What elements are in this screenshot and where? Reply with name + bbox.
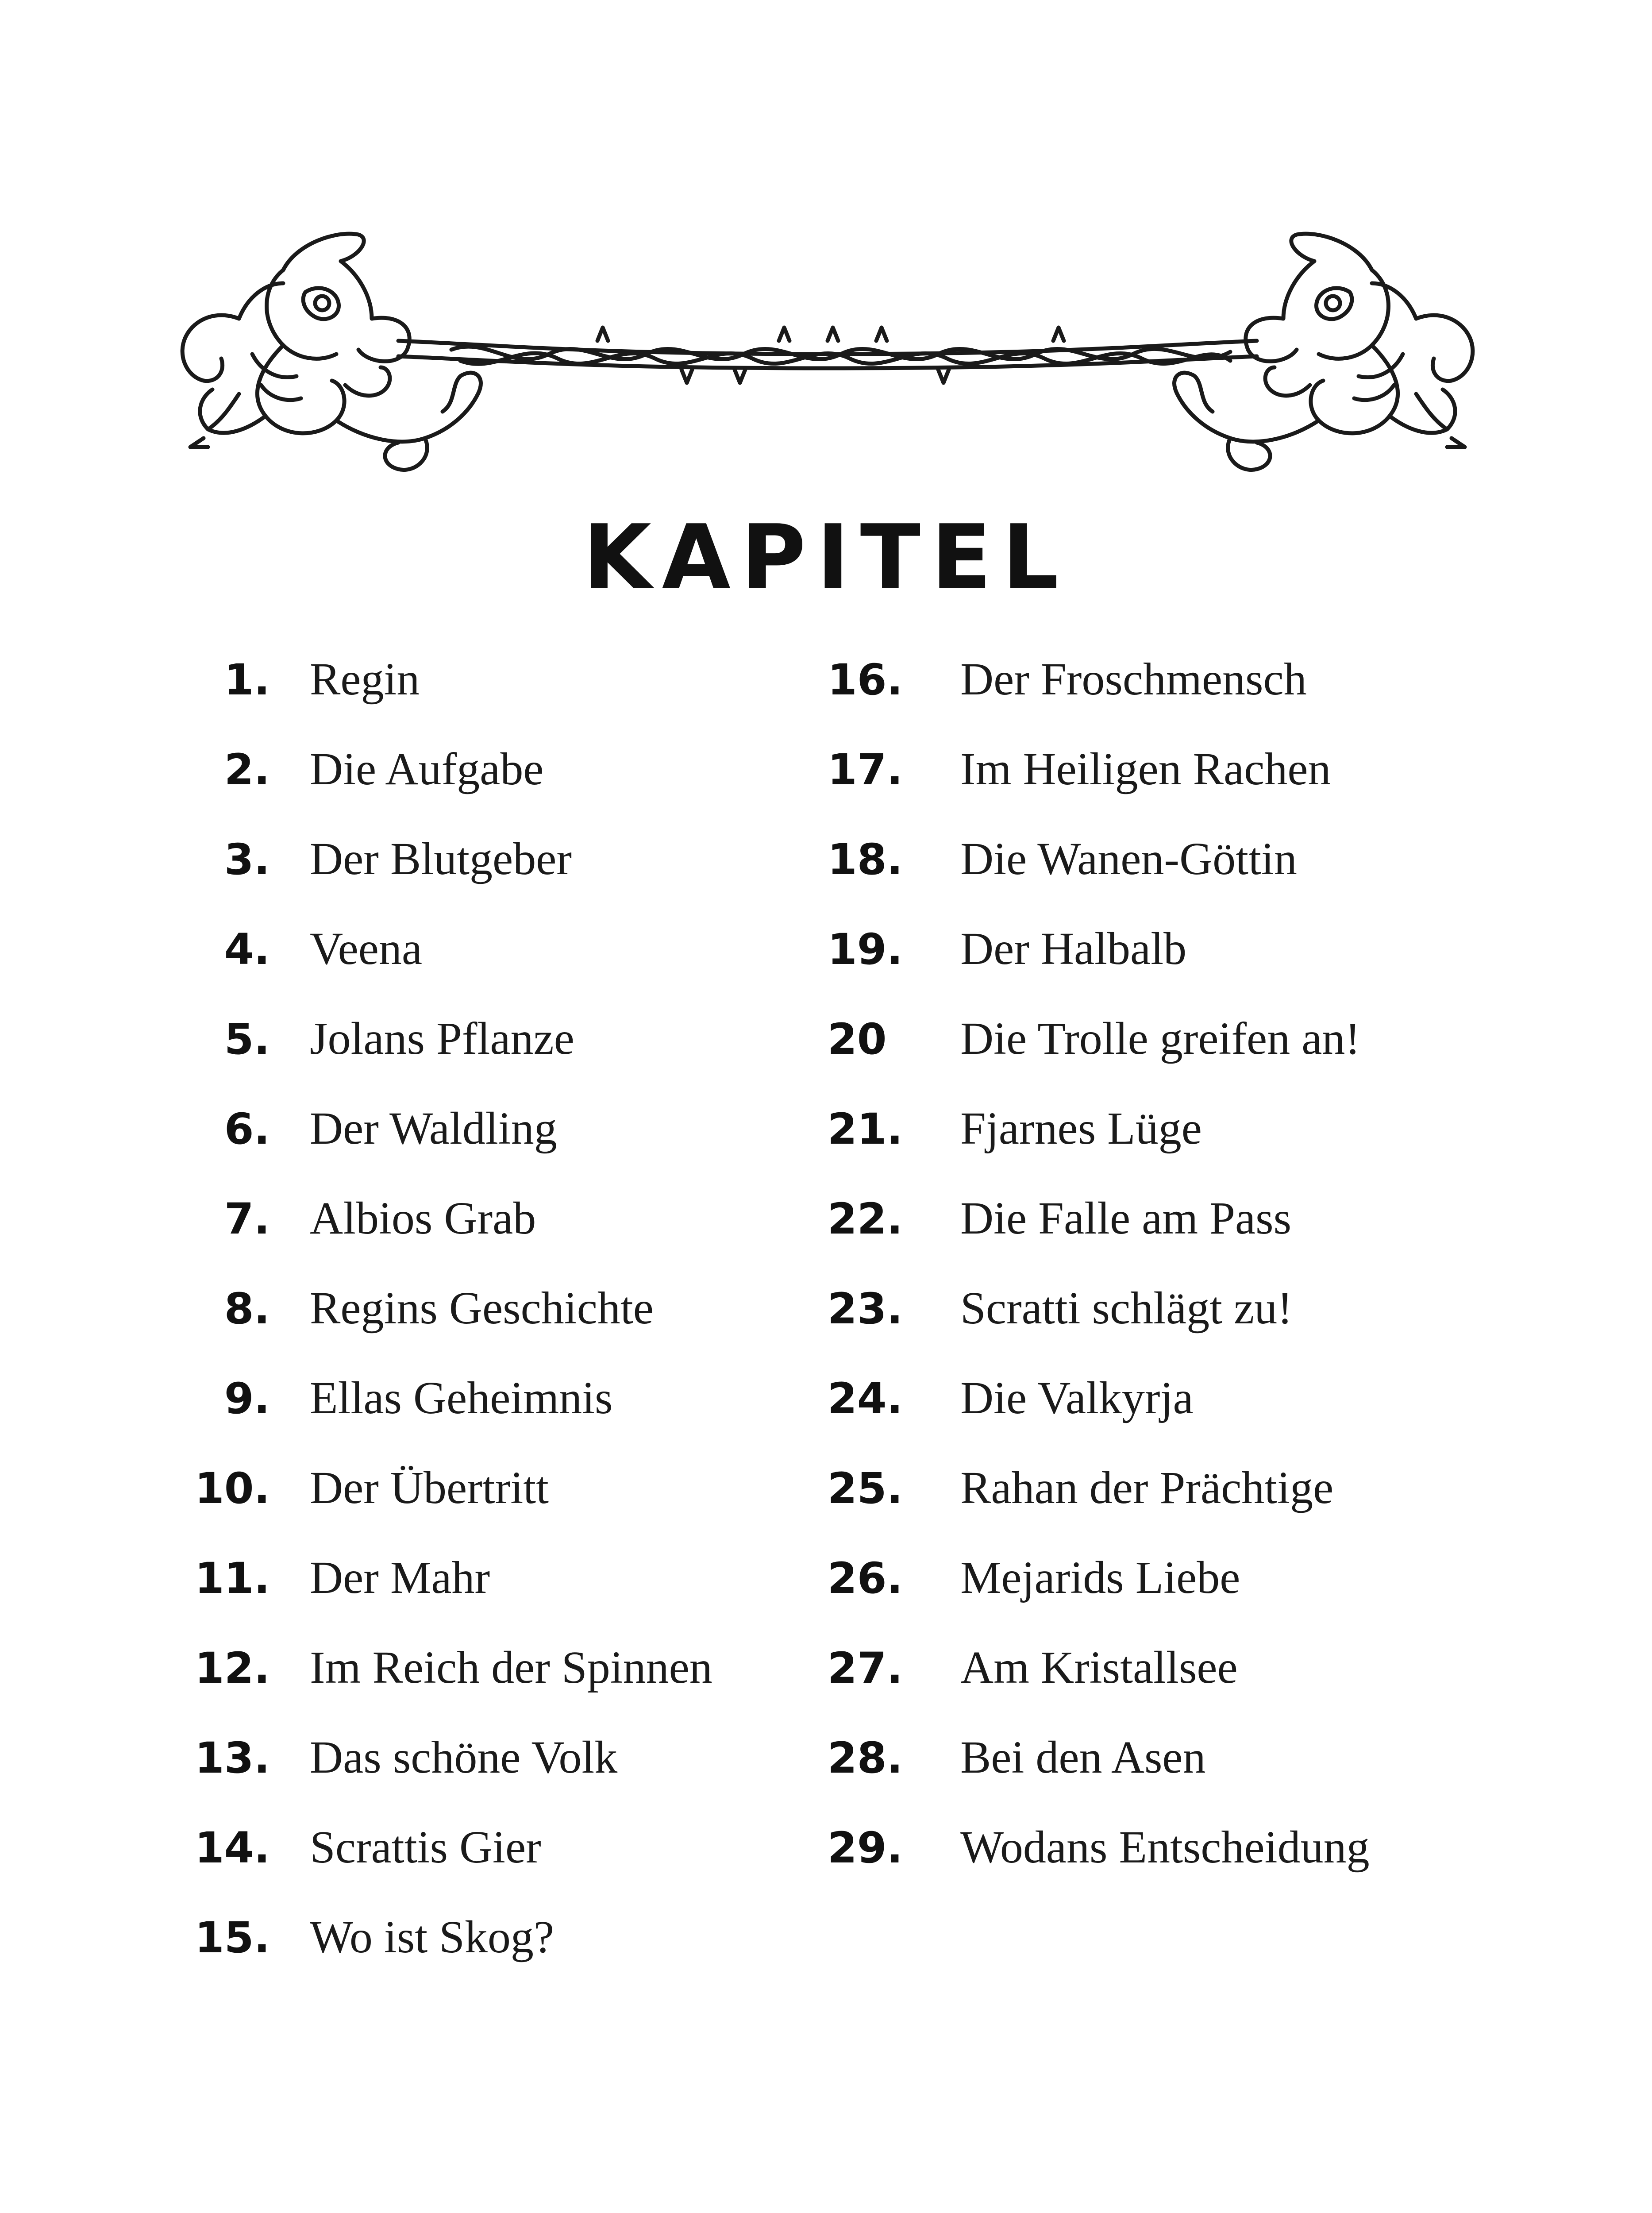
chapter-title: Die Valkyrja [960, 1373, 1194, 1423]
toc-entry[interactable] [195, 1102, 823, 1192]
toc-entry[interactable] [195, 653, 823, 743]
toc-entry[interactable] [828, 1372, 1544, 1461]
chapter-title: Scratti schlägt zu! [960, 1283, 1293, 1334]
chapter-number: 27. [828, 1643, 903, 1693]
chapter-number: 18. [828, 835, 903, 884]
chapter-number: 8. [224, 1284, 270, 1334]
toc-entry[interactable] [828, 1282, 1544, 1372]
toc-entry[interactable] [195, 1192, 823, 1282]
chapter-number: 13. [195, 1733, 270, 1783]
toc-entry[interactable] [195, 1731, 823, 1821]
chapter-number: 21. [828, 1104, 903, 1154]
chapter-number: 5. [224, 1014, 270, 1064]
chapter-number: 24. [828, 1374, 903, 1423]
toc-entry[interactable] [195, 833, 823, 922]
toc-entry[interactable] [828, 1102, 1544, 1192]
toc-entry[interactable] [828, 833, 1544, 922]
chapter-title: Regin [310, 654, 420, 705]
chapter-number: 29. [828, 1823, 903, 1873]
chapter-title: Die Falle am Pass [960, 1193, 1292, 1244]
chapter-number: 10. [195, 1464, 270, 1513]
toc-entry[interactable] [828, 1012, 1544, 1102]
dragon-ornament-icon [150, 208, 1505, 500]
toc-entry[interactable] [828, 1551, 1544, 1641]
chapter-number: 19. [828, 925, 903, 974]
toc-entry[interactable] [195, 1372, 823, 1461]
chapter-title: Im Reich der Spinnen [310, 1642, 712, 1693]
toc-entry[interactable] [195, 1911, 823, 2001]
toc-entry[interactable] [828, 653, 1544, 743]
toc-entry[interactable] [195, 1641, 823, 1731]
chapter-title: Wodans Entscheidung [960, 1822, 1370, 1873]
chapter-title: Regins Geschichte [310, 1283, 654, 1334]
chapter-number: 1. [224, 655, 270, 705]
toc-entry[interactable] [828, 922, 1544, 1012]
chapter-number: 6. [224, 1104, 270, 1154]
toc-entry[interactable] [195, 1821, 823, 1911]
chapter-number: 23. [828, 1284, 903, 1334]
chapter-title: Ellas Geheimnis [310, 1373, 613, 1423]
chapter-title: Am Kristallsee [960, 1642, 1238, 1693]
chapter-number: 3. [224, 835, 270, 884]
chapter-title: Der Froschmensch [960, 654, 1307, 705]
toc-entry[interactable] [828, 1192, 1544, 1282]
toc-entry[interactable] [195, 743, 823, 833]
chapter-title: Die Trolle greifen an! [960, 1013, 1361, 1064]
chapter-number: 16. [828, 655, 903, 705]
chapter-title: Albios Grab [310, 1193, 536, 1244]
chapter-title: Der Blutgeber [310, 833, 572, 884]
chapter-title: Die Aufgabe [310, 744, 544, 794]
chapter-title: Jolans Pflanze [310, 1013, 574, 1064]
chapter-title: Der Übertritt [310, 1462, 549, 1513]
chapter-title: Fjarnes Lüge [960, 1103, 1202, 1154]
toc-entry[interactable] [828, 1821, 1544, 1911]
chapter-number: 26. [828, 1554, 903, 1603]
chapter-number: 20 [828, 1014, 887, 1064]
chapter-title: Der Mahr [310, 1552, 490, 1603]
chapter-number: 14. [195, 1823, 270, 1873]
chapter-number: 25. [828, 1464, 903, 1513]
chapter-number: 12. [195, 1643, 270, 1693]
chapter-title: Scrattis Gier [310, 1822, 541, 1873]
toc-entry[interactable] [195, 922, 823, 1012]
chapter-title: Die Wanen-Göttin [960, 833, 1297, 884]
chapter-title: Wo ist Skog? [310, 1912, 555, 1962]
chapter-number: 15. [195, 1913, 270, 1962]
toc-entry[interactable] [828, 743, 1544, 833]
chapter-number: 2. [224, 745, 270, 794]
toc-column-right [828, 653, 1544, 1911]
toc-entry[interactable] [195, 1282, 823, 1372]
chapter-title: Im Heiligen Rachen [960, 744, 1331, 794]
chapter-number: 7. [224, 1194, 270, 1244]
chapter-title: Mejarids Liebe [960, 1552, 1240, 1603]
chapter-number: 28. [828, 1733, 903, 1783]
chapter-number: 9. [224, 1374, 270, 1423]
chapter-number: 17. [828, 745, 903, 794]
chapter-number: 11. [195, 1554, 270, 1603]
toc-entry[interactable] [828, 1461, 1544, 1551]
toc-entry[interactable] [195, 1012, 823, 1102]
chapter-title: Das schöne Volk [310, 1732, 618, 1783]
toc-entry[interactable] [195, 1461, 823, 1551]
chapter-title: Der Halbalb [960, 923, 1187, 974]
chapter-number: 22. [828, 1194, 903, 1244]
chapter-title: Bei den Asen [960, 1732, 1206, 1783]
chapter-title: Der Waldling [310, 1103, 557, 1154]
chapter-title: Rahan der Prächtige [960, 1462, 1334, 1513]
chapter-number: 4. [224, 925, 270, 974]
toc-column-left [195, 653, 823, 2001]
toc-entry[interactable] [195, 1551, 823, 1641]
toc-entry[interactable] [828, 1641, 1544, 1731]
chapter-title: Veena [310, 923, 423, 974]
toc-entry[interactable] [828, 1731, 1544, 1821]
page-title: KAPITEL [582, 506, 1070, 609]
